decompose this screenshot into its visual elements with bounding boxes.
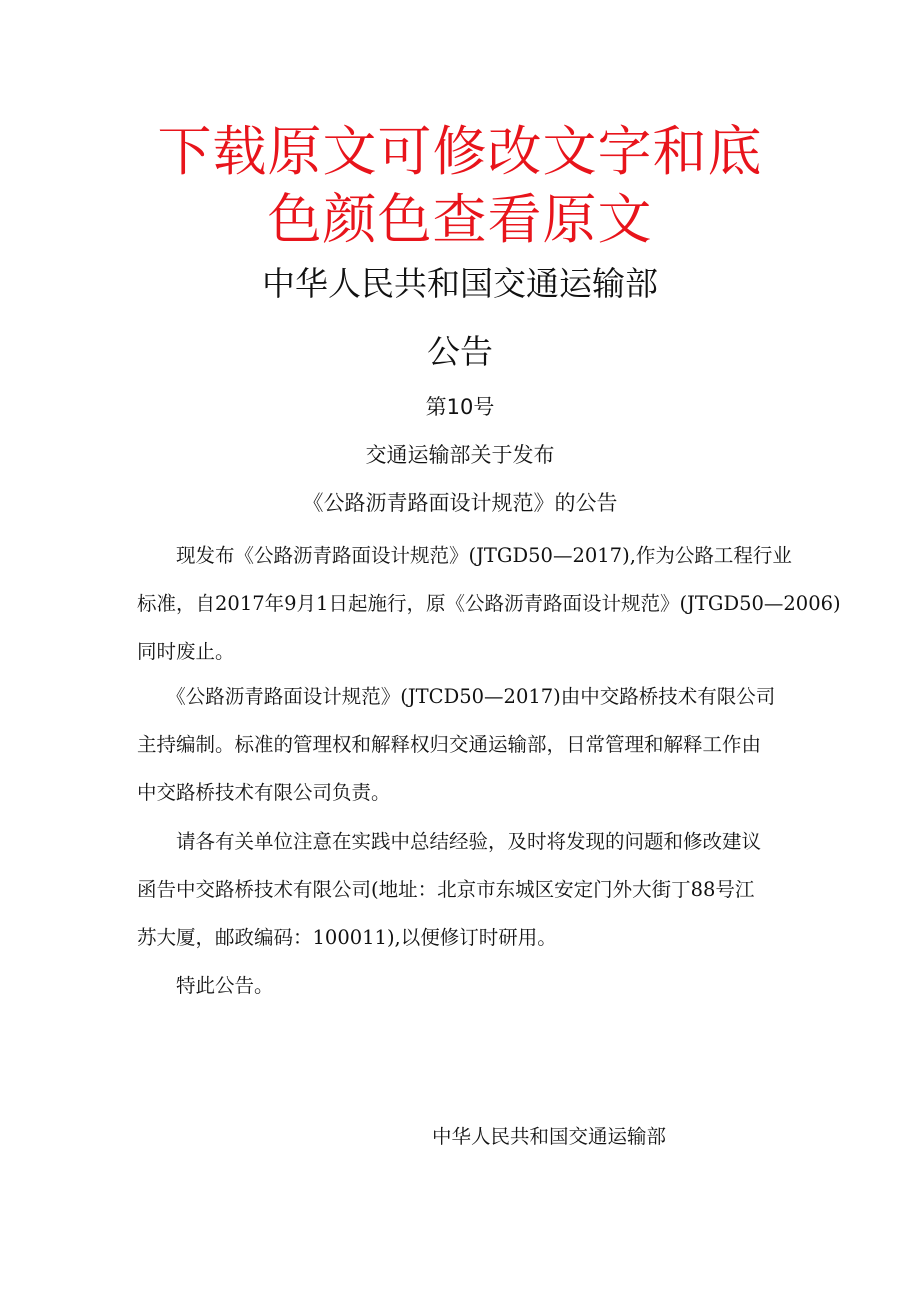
download-banner-line-1: 下载原文可修改文字和底 [157,120,763,183]
body-paragraph-2 [137,673,787,817]
document-title: 公告 [427,332,493,371]
paragraph-line: 请各有关单位注意在实践中总结经验，及时将发现的问题和修改建议 [137,830,762,853]
paragraph-line: 现发布《公路沥青路面设计规范》(JTGD50—2017),作为公路工程行业 [137,544,792,567]
paragraph-line: 标准，自2017年9月1日起施行，原《公路沥青路面设计规范》(JTGD50—2006) [137,592,841,615]
subtitle-line-1: 交通运输部关于发布 [365,443,555,467]
signature: 中华人民共和国交通运输部 [432,1125,667,1148]
download-banner-line-2: 色颜色查看原文 [267,188,653,251]
paragraph-line: 《公路沥青路面设计规范》(JTCD50—2017)由中交路桥技术有限公司 [137,685,776,708]
body-paragraph-3 [137,818,787,962]
issuing-authority-heading: 中华人民共和国交通运输部 [262,264,658,303]
document-number: 第10号 [425,395,495,419]
body-paragraph-4 [137,962,787,1010]
subtitle-line-2: 《公路沥青路面设计规范》的公告 [302,491,618,515]
paragraph-line: 主持编制。标准的管理权和解释权归交通运输部，日常管理和解释工作由 [137,733,762,756]
paragraph-line: 函告中交路桥技术有限公司(地址：北京市东城区安定门外大街丁88号江 [137,878,755,901]
body-paragraph-1 [137,532,841,676]
paragraph-line: 中交路桥技术有限公司负责。 [137,781,391,804]
paragraph-line: 特此公告。 [137,974,274,997]
paragraph-line: 同时废止。 [137,640,235,663]
paragraph-line: 苏大厦，邮政编码：100011),以便修订时研用。 [137,926,557,949]
